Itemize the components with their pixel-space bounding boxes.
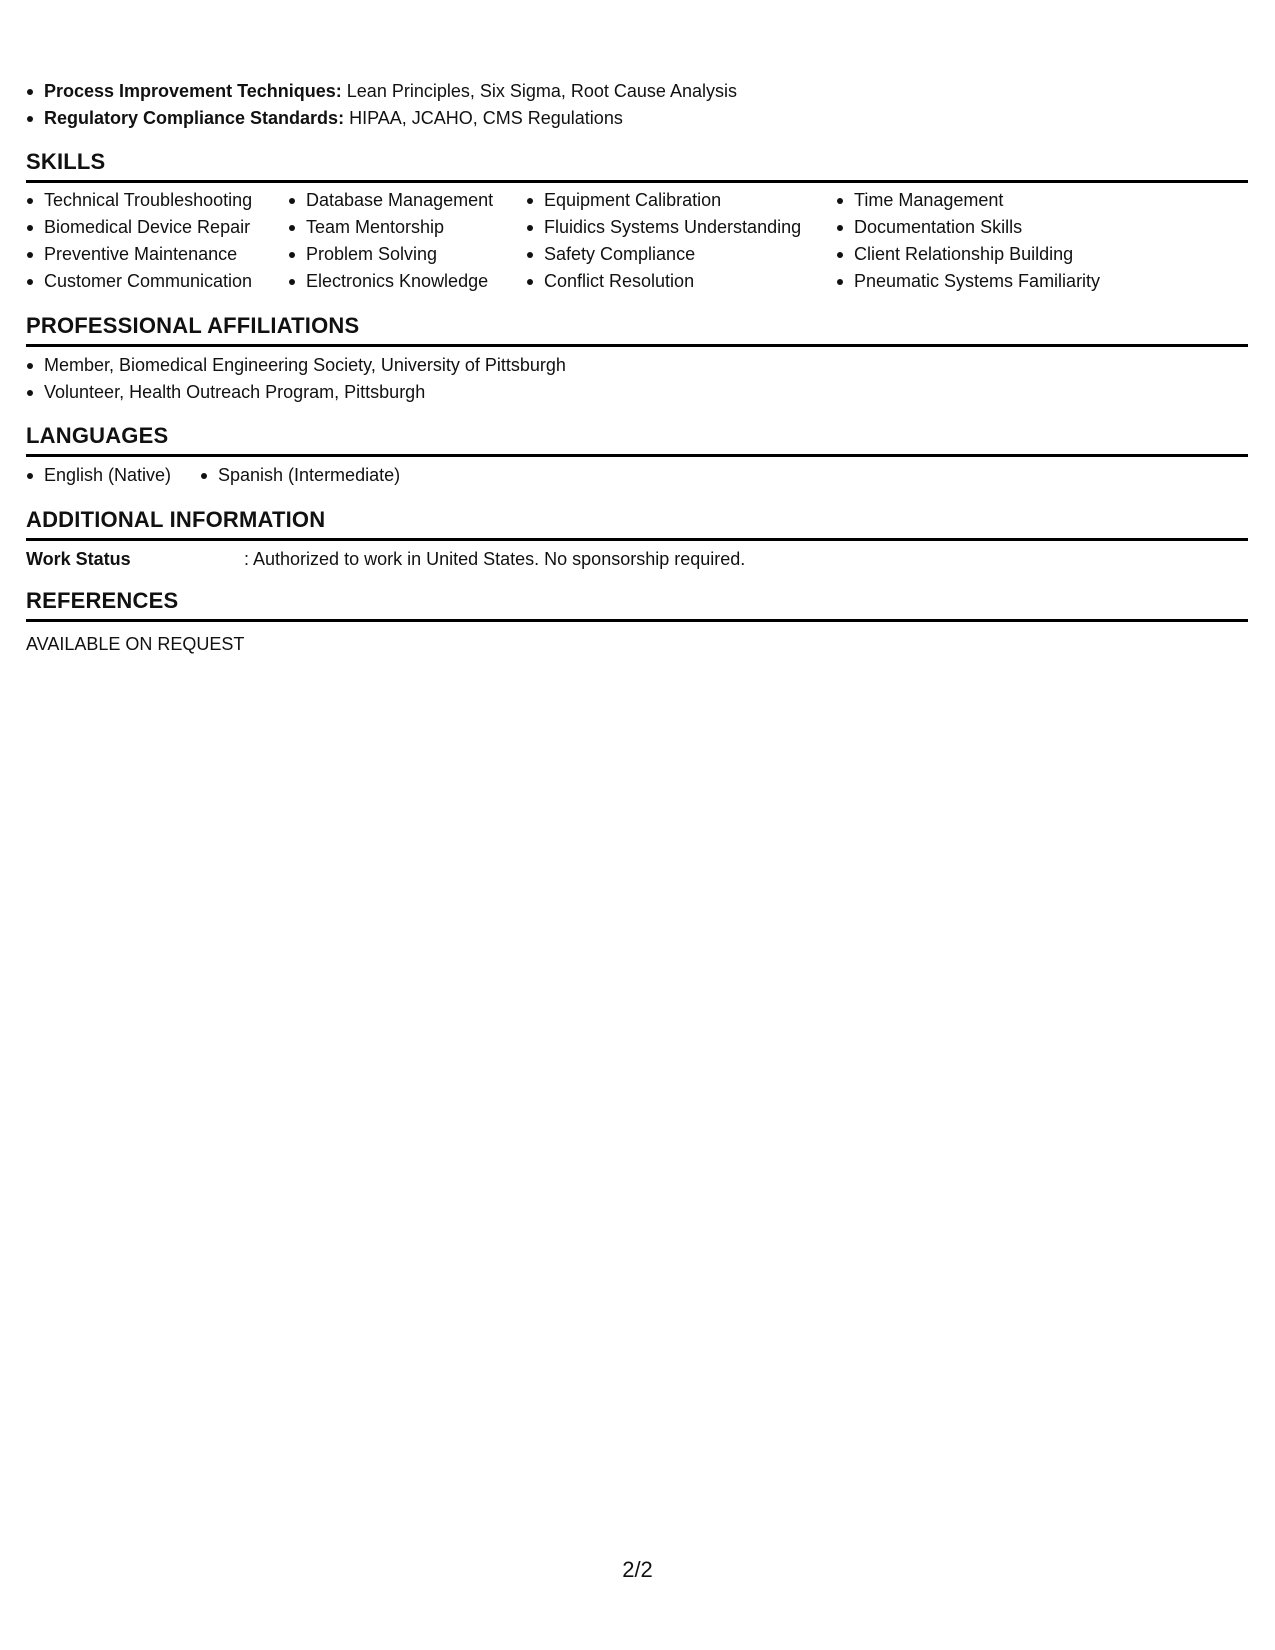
skill-item: Pneumatic Systems Familiarity <box>836 268 1100 295</box>
work-status-row <box>26 545 1248 573</box>
section-divider <box>26 454 1248 457</box>
references-section <box>26 587 1248 658</box>
affiliation-item: Volunteer, Health Outreach Program, Pittsburgh <box>26 379 1248 406</box>
skill-item: Technical Troubleshooting <box>26 187 252 214</box>
skill-item: Preventive Maintenance <box>26 241 252 268</box>
tools-item <box>26 105 737 132</box>
section-title-affiliations: PROFESSIONAL AFFILIATIONS <box>26 313 360 338</box>
skill-item: Documentation Skills <box>836 214 1100 241</box>
section-title-languages: LANGUAGES <box>26 423 169 448</box>
skills-grid <box>26 187 1248 297</box>
work-status-value: : Authorized to work in United States. No sponsorship required. <box>244 549 746 569</box>
skill-item: Time Management <box>836 187 1100 214</box>
additional-info-section <box>26 506 1248 573</box>
skills-section <box>26 148 1248 297</box>
skill-item: Client Relationship Building <box>836 241 1100 268</box>
affiliations-list <box>26 352 1248 406</box>
work-status-label: Work Status <box>26 549 131 569</box>
tools-item <box>26 78 737 105</box>
language-list <box>200 462 400 489</box>
skill-item: Safety Compliance <box>526 241 801 268</box>
language-item: Spanish (Intermediate) <box>200 462 400 489</box>
skills-column-1 <box>26 187 252 295</box>
languages-row <box>26 462 1248 490</box>
skill-item: Conflict Resolution <box>526 268 801 295</box>
section-title-skills: SKILLS <box>26 149 106 174</box>
tools-item-label: Process Improvement Techniques: <box>44 81 342 101</box>
affiliations-section <box>26 312 1248 406</box>
skill-item: Customer Communication <box>26 268 252 295</box>
skills-column-3 <box>526 187 801 295</box>
skill-item: Electronics Knowledge <box>288 268 493 295</box>
skill-item: Fluidics Systems Understanding <box>526 214 801 241</box>
section-divider <box>26 538 1248 541</box>
skills-column-4 <box>836 187 1100 295</box>
affiliation-item: Member, Biomedical Engineering Society, University of Pittsburgh <box>26 352 1248 379</box>
language-item: English (Native) <box>26 462 171 489</box>
skill-item: Biomedical Device Repair <box>26 214 252 241</box>
section-title-additional: ADDITIONAL INFORMATION <box>26 507 326 532</box>
skill-item: Problem Solving <box>288 241 493 268</box>
page-number: 2/2 <box>622 1557 653 1582</box>
tools-list <box>26 78 737 132</box>
skill-item: Equipment Calibration <box>526 187 801 214</box>
section-divider <box>26 344 1248 347</box>
skills-column-2 <box>288 187 493 295</box>
section-divider <box>26 180 1248 183</box>
section-divider <box>26 619 1248 622</box>
tools-item-value: Lean Principles, Six Sigma, Root Cause Analysis <box>346 81 737 101</box>
language-list <box>26 462 171 489</box>
tools-item-value: HIPAA, JCAHO, CMS Regulations <box>349 108 623 128</box>
references-text: AVAILABLE ON REQUEST <box>26 634 245 654</box>
skill-item: Team Mentorship <box>288 214 493 241</box>
skill-item: Database Management <box>288 187 493 214</box>
tools-item-label: Regulatory Compliance Standards: <box>44 108 345 128</box>
languages-section <box>26 422 1248 490</box>
section-title-references: REFERENCES <box>26 588 179 613</box>
